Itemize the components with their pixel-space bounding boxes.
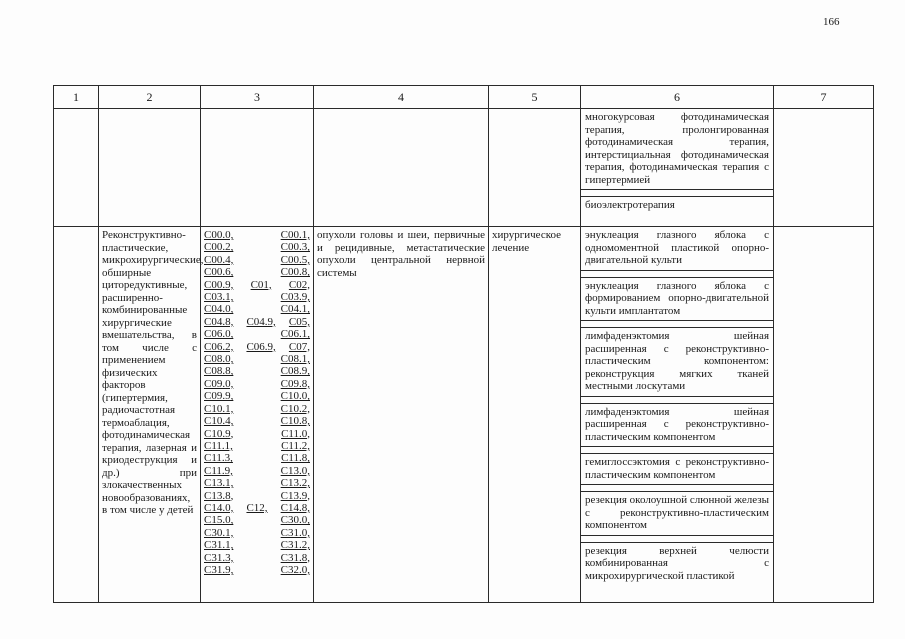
code-line	[204, 514, 310, 526]
column-header-3: 3	[201, 86, 314, 109]
diagnosis-code: C10.9,	[204, 427, 234, 440]
cell-col3	[201, 109, 314, 227]
diagnosis-code: C30.1,	[204, 526, 234, 539]
diagnosis-code: C14.8,	[280, 501, 310, 514]
method-item: резекция верхней челюсти комбинированная с микрохирургической пластикой	[585, 544, 769, 582]
diagnosis-code: C31.8,	[280, 551, 310, 564]
diagnosis-code: C31.0,	[280, 526, 310, 539]
table-row	[54, 109, 874, 227]
diagnosis-code: C12,	[246, 501, 268, 514]
code-line	[204, 229, 310, 241]
row-divider	[581, 271, 773, 278]
code-line	[204, 241, 310, 253]
row-divider	[581, 190, 773, 197]
code-line	[204, 440, 310, 452]
diagnosis-code: C08.8,	[204, 365, 234, 378]
cell-col7	[774, 227, 874, 603]
cell-col5	[489, 109, 581, 227]
diagnosis-code: C31.2,	[280, 539, 310, 552]
cell-col7	[774, 109, 874, 227]
code-line	[204, 490, 310, 502]
row-divider	[581, 536, 773, 543]
code-line	[204, 403, 310, 415]
diagnosis-code: C04.1,	[280, 303, 310, 316]
column-header-1: 1	[54, 86, 99, 109]
diagnosis-code: C00.8,	[280, 266, 310, 279]
diagnosis-code: C13.8,	[204, 489, 234, 502]
row-divider	[581, 321, 773, 328]
treatment-type: хирургическое лечение	[489, 227, 581, 603]
diagnosis-code: C11.2,	[281, 439, 310, 452]
diagnosis-code: C31.3,	[204, 551, 234, 564]
column-header-2: 2	[99, 86, 201, 109]
cell-col2	[99, 109, 201, 227]
code-line	[204, 353, 310, 365]
diagnosis-code: C09.9,	[204, 390, 234, 403]
diagnosis-code: C04.9,	[246, 315, 276, 328]
diagnosis-code: C13.9,	[280, 489, 310, 502]
page-number: 166	[823, 16, 840, 28]
method-item: лимфаденэктомия шейная расширенная с реконструктивно-пластическим компонентом	[581, 404, 773, 448]
table-row	[54, 227, 874, 603]
column-header-7: 7	[774, 86, 874, 109]
diagnosis-code: C09.0,	[204, 377, 234, 390]
code-line	[204, 527, 310, 539]
cell-col1	[54, 109, 99, 227]
column-header-4: 4	[314, 86, 489, 109]
code-line	[204, 564, 310, 576]
medical-care-table	[53, 85, 874, 603]
diagnosis-code: C00.1,	[280, 229, 310, 241]
method-item: лимфаденэктомия шейная расширенная с реконструктивно-пластическим компонентом: реконструкция мягких тканей местными лоскутами	[581, 328, 773, 397]
diagnosis-code: C11.8,	[281, 452, 310, 465]
diagnosis-code: C31.1,	[204, 539, 234, 552]
diagnosis-code: C13.2,	[280, 477, 310, 490]
diagnosis-code: C06.9,	[246, 340, 276, 353]
row-divider	[581, 397, 773, 404]
code-line	[204, 502, 310, 514]
diagnosis-code: C15.0,	[204, 514, 234, 527]
code-line	[204, 452, 310, 464]
diagnosis-code: C00.2,	[204, 241, 234, 254]
diagnosis-code: C00.4,	[204, 253, 234, 266]
code-line	[204, 390, 310, 402]
method-item: энуклеация глазного яблока с одномоментной пластикой опорно-двигательной культи	[581, 227, 773, 271]
method-item: гемиглоссэктомия с реконструктивно-пластическим компонентом	[581, 454, 773, 485]
diagnosis-code: C10.8,	[280, 415, 310, 428]
method-item: биоэлектротерапия	[585, 199, 675, 211]
code-line	[204, 539, 310, 551]
diagnosis-code: C13.1,	[204, 477, 234, 490]
row-divider	[581, 447, 773, 454]
method-item: многокурсовая фотодинамическая терапия, пролонгированная фотодинамическая терапия, интерстициальная фотодинамическая терапия, фотодинамическая терапия с гипертермией	[581, 109, 773, 190]
diagnosis-code: C03.1,	[204, 291, 234, 304]
diagnosis-code: C08.1,	[280, 353, 310, 366]
diagnosis-code: C00.3,	[280, 241, 310, 254]
code-line	[204, 254, 310, 266]
code-line	[204, 303, 310, 315]
cell-col6-methods	[581, 227, 774, 603]
diagnosis-code: C07,	[288, 340, 310, 353]
code-line	[204, 428, 310, 440]
diagnosis-code: C10.2,	[280, 402, 310, 415]
diagnosis-code: C31.9,	[204, 563, 234, 576]
diagnosis-code: C08.0,	[204, 353, 234, 366]
intervention-description: Реконструктивно-пластические, микрохирургические, обширные циторедуктивные, расширенно-комбинированные хирургические вмешательства, в том числе с применением физических факторов (гипертермия, радиочастотная термоаблация, фотодинамическая терапия, лазерная и криодеструкция и др.) при злокачественных новообразованиях, в том числе у детей	[99, 227, 201, 603]
diagnosis-code: C10.0,	[280, 390, 310, 403]
diagnosis-code: C00.5,	[280, 253, 310, 266]
diagnosis-codes	[201, 227, 314, 603]
diagnosis-code: C32.0,	[280, 563, 310, 576]
diagnosis-code: C08.9,	[280, 365, 310, 378]
diagnosis-code: C00.6,	[204, 266, 234, 279]
code-line	[204, 415, 310, 427]
diagnosis-code: C05,	[288, 315, 310, 328]
code-line	[204, 552, 310, 564]
diagnosis-code: C13.0,	[280, 464, 310, 477]
cell-col1	[54, 227, 99, 603]
diagnosis-code: C10.4,	[204, 415, 234, 428]
diagnosis-code: C11.3,	[204, 452, 233, 465]
code-line	[204, 378, 310, 390]
diagnosis-code: C00.9,	[204, 278, 234, 291]
code-line	[204, 465, 310, 477]
disease-description: опухоли головы и шеи, первичные и рецидивные, метастатические опухоли центральной нервной системы	[314, 227, 489, 603]
code-line	[204, 341, 310, 353]
diagnosis-code: C11.0,	[281, 427, 310, 440]
diagnosis-code: C02,	[288, 278, 310, 291]
diagnosis-code: C06.1,	[280, 328, 310, 341]
diagnosis-code: C30.0,	[280, 514, 310, 527]
code-line	[204, 316, 310, 328]
diagnosis-code: C06.2,	[204, 340, 234, 353]
diagnosis-code: C14.0,	[204, 501, 234, 514]
diagnosis-code: C04.8,	[204, 315, 234, 328]
cell-col6-methods	[581, 109, 774, 227]
cell-col4	[314, 109, 489, 227]
code-line	[204, 365, 310, 377]
diagnosis-code: C04.0,	[204, 303, 234, 316]
column-header-6: 6	[581, 86, 774, 109]
code-line	[204, 291, 310, 303]
method-item: энуклеация глазного яблока с формированием опорно-двигательной культи имплантатом	[581, 278, 773, 322]
diagnosis-code: C06.0,	[204, 328, 234, 341]
diagnosis-code: C00.0,	[204, 229, 234, 241]
diagnosis-code: C01,	[250, 278, 272, 291]
diagnosis-code: C03.9,	[280, 291, 310, 304]
method-item: резекция околоушной слюнной железы с реконструктивно-пластическим компонентом	[581, 492, 773, 536]
code-line	[204, 279, 310, 291]
diagnosis-code: C09.8,	[280, 377, 310, 390]
diagnosis-code: C11.9,	[204, 464, 233, 477]
header-row	[54, 86, 874, 109]
code-line	[204, 266, 310, 278]
diagnosis-code: C10.1,	[204, 402, 234, 415]
code-line	[204, 328, 310, 340]
code-line	[204, 477, 310, 489]
diagnosis-code: C11.1,	[204, 439, 233, 452]
column-header-5: 5	[489, 86, 581, 109]
row-divider	[581, 485, 773, 492]
